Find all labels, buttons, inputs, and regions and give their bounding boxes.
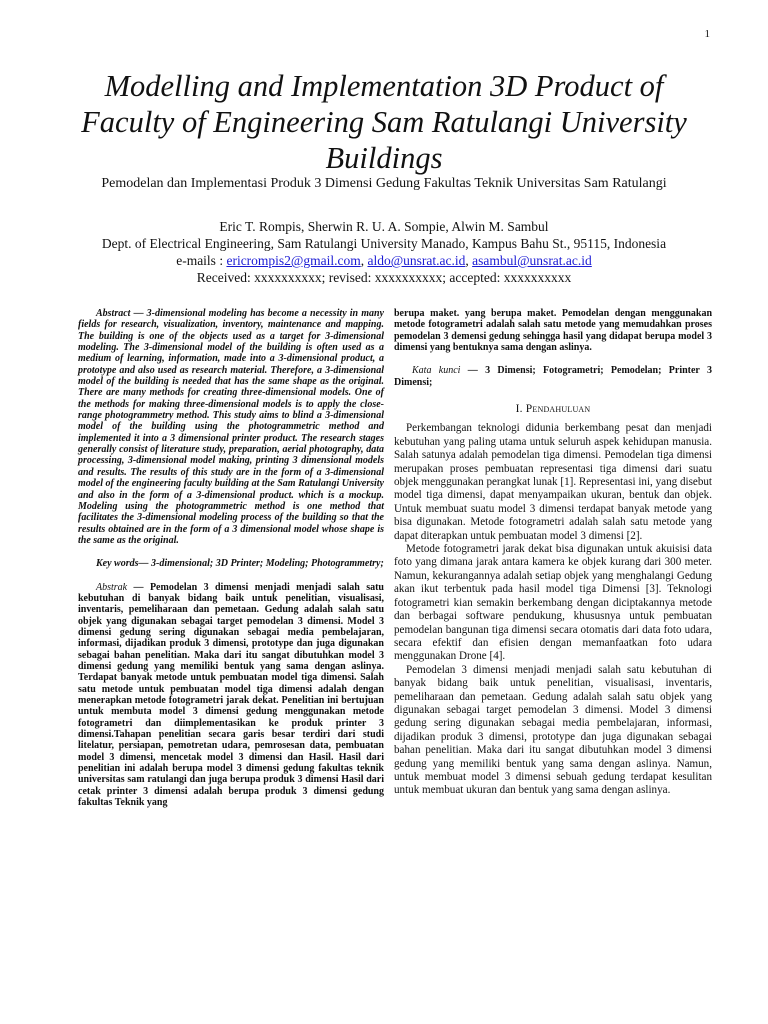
intro-paragraph-3: Pemodelan 3 dimensi menjadi menjadi salah satu kebutuhan di banyak bidang baik untuk penelitian, visualisasi, inventaris, pemeliharaan dan pemetaan. Gedung adalah salah satu objek yang digunakan sebagai target pemodelan 3 dimensi. Model 3 dimensi gedung sering digunakan sebagai media pembelajaran, informasi, dijadikan produk 3 dimensi, prototype dan juga digunakan sebagai bahan penelitian. Maka dari itu sangat dibutuhkan model 3 dimensi gedung yang memiliki bentuk yang sama dengan aslinya. Namun, untuk membuat model 3 dimensi sebuah gedung terdapat kesulitan untuk membuat ukuran dan bentuk yang sama dengan aslinya. (394, 663, 712, 797)
received-line: Received: xxxxxxxxxx; revised: xxxxxxxxxx; accepted: xxxxxxxxxx (196, 270, 572, 285)
email-separator-1: , (360, 253, 368, 268)
abstrak-label: Abstrak (96, 581, 128, 593)
email-link-1[interactable]: ericrompis2@gmail.com (226, 253, 361, 268)
keywords-english (78, 558, 384, 569)
affiliation: Dept. of Electrical Engineering, Sam Ratulangi University Manado, Kampus Bahu St., 95115, Indonesia (101, 236, 667, 251)
right-column (394, 308, 712, 798)
paper-subtitle: Pemodelan dan Implementasi Produk 3 Dimensi Gedung Fakultas Teknik Universitas Sam Ratulangi (101, 176, 667, 191)
page-number: 1 (704, 28, 710, 40)
abstrak-text: — Pemodelan 3 dimensi menjadi menjadi salah satu kebutuhan di banyak bidang baik untuk penelitian, visualisasi, inventaris, pemeliharaan dan pemetaan. Gedung adalah salah satu objek yang digunakan sebagai target pemodelan 3 dimensi. Model 3 dimensi gedung sering digunakan sebagai media pembelajaran, informasi, dijadikan produk 3 dimensi, prototype dan juga digunakan sebagai bahan penelitian. Maka dari itu sangat dibutuhkan model 3 dimensi gedung yang memiliki bentuk yang sama dengan aslinya. Terdapat banyak metode untuk pembuatan model tiga dimensi. Salah satu metode untuk pembuatan model tiga dimensi adalah dengan menerapkan metode fotogrametri jarak dekat. Penelitian ini bertujuan untuk membuta model 3 dimensi gedung menggunakan metode fotogrametri dan diimplementasikan ke produk printer 3 dimensi.Tahapan penelitian secara garis besar terdiri dari studi litelatur, persiapan, pemotretan udara, pemrosesan data, pembuatan model 3 dimensi, mencetak model 3 dimensi dan Hasil. Hasil dari penelitian ini adalah berupa model 3 dimensi gedung fakultas teknik universitas sam ratulangi dan juga berupa produk 3 dimensi Hasil dari cetak printer 3 dimensi adalah berupa produk 3 dimensi gedung fakultas Teknik yang (78, 581, 384, 809)
abstract-indonesian (78, 582, 384, 809)
introduction-body (394, 422, 712, 797)
abstract-label: Abstract (96, 308, 131, 319)
section-number: I. (515, 403, 523, 416)
author-block (40, 218, 728, 286)
author-names: Eric T. Rompis, Sherwin R. U. A. Sompie, Alwin M. Sambul (219, 219, 549, 234)
abstract-text: — 3-dimensional modeling has become a necessity in many fields for research, visualization, inventory, maintenance and mapping. The building is one of the objects used as a target for 3-dimensional modeling. The 3-dimensional model of the building is often used as a medium of learning, information, made into a 3-dimensional product, a prototype and also used as research material. Therefore, a 3-dimensional model of the building is needed that has the same shape as the original. There are many methods for creating three-dimensional models. One of the methods for making three-dimensional models is to apply the close-range photogrammetry method. This study aims to blind a 3-dimensional model of the building using the photogrammetric method and implemented it into a 3 dimensional printer product. The research stages generally consist of literature study, preparation, aerial photography, data processing, 3-dimensional model making, printing 3 dimensional models and results. The results of this study are in the form of a 3-dimensional model of the engineering faculty building at the Sam Ratulangi University and also in the form of a 3-dimensional product. which is a mockup. Modeling using the photogrammetric method is one method that facilitates the 3-dimensional modeling process of the building so that the results obtained are in the form of a 3 dimensional model whose shape is the same as the original. (78, 308, 384, 546)
email-label: e-mails : (176, 253, 227, 268)
intro-paragraph-2: Metode fotogrametri jarak dekat bisa digunakan untuk akuisisi data foto yang dimana jarak antara kamera ke objek kurang dari 300 meter. Namun, kekurangannya adalah setiap objek yang menghalangi Gedung akan ikut terbentuk pada hasil model tiga Dimensi [3]. Teknologi fotogrametri kian semakin berkembang dengan diciptakannya metode dan berbagai software pendukung, khususnya untuk pembuatan pemodelan bangunan tiga dimensi secara otomatis dari data foto udara, secara efektif dan efisien dengan memanfaatkan foto udara menggunakan Drone [4]. (394, 543, 712, 663)
intro-paragraph-1: Perkembangan teknologi didunia berkembang pesat dan menjadi kebutuhan yang paling utama untuk seluruh aspek kehidupan manusia. Salah satunya adalah pemodelan tiga dimensi. Pemodelan tiga dimensi merupakan proses pembuatan representasi tiga dimensi dari suatu objek menggunakan perangkat lunak [1]. Representasi ini, yang disebut model tiga dimensi, dapat menyampaikan ukuran, bentuk dan objek. Untuk membuat suatu model 3 dimensi terdapat banyak metode yang bisa digunakan. Metode fotogrametri adalah salah satu metode yang dapat diterapkan untuk pembuatan model 3 dimensi [2]. (394, 422, 712, 542)
email-separator-2: , (465, 253, 473, 268)
kata-kunci-text: — 3 Dimensi; Fotogrametri; Pemodelan; Printer 3 Dimensi; (394, 365, 713, 388)
section-heading-introduction (394, 404, 712, 415)
keywords-text: — 3-dimensional; 3D Printer; Modeling; Photogrammetry; (138, 558, 384, 570)
abstract-english (78, 308, 384, 546)
paper-title: Modelling and Implementation 3D Product of Faculty of Engineering Sam Ratulangi University Buildings (81, 69, 687, 175)
keywords-indonesian (394, 365, 712, 388)
email-link-3[interactable]: asambul@unsrat.ac.id (472, 253, 592, 268)
left-column (78, 308, 384, 808)
kata-kunci-label: Kata kunci (412, 365, 461, 377)
keywords-label: Key words (96, 558, 139, 570)
email-line (40, 252, 728, 269)
email-link-2[interactable]: aldo@unsrat.ac.id (367, 253, 466, 268)
abstrak-continued: berupa maket. yang berupa maket. Pemodelan dengan menggunakan metode fotogrametri adalah salah satu metode yang memudahkan proses pemodelan 3 demensi gedung sehingga hasil yang didapat berupa model 3 dimensi yang bentuknya sama dengan aslinya. (394, 308, 712, 354)
section-title: Pendahuluan (525, 403, 591, 416)
